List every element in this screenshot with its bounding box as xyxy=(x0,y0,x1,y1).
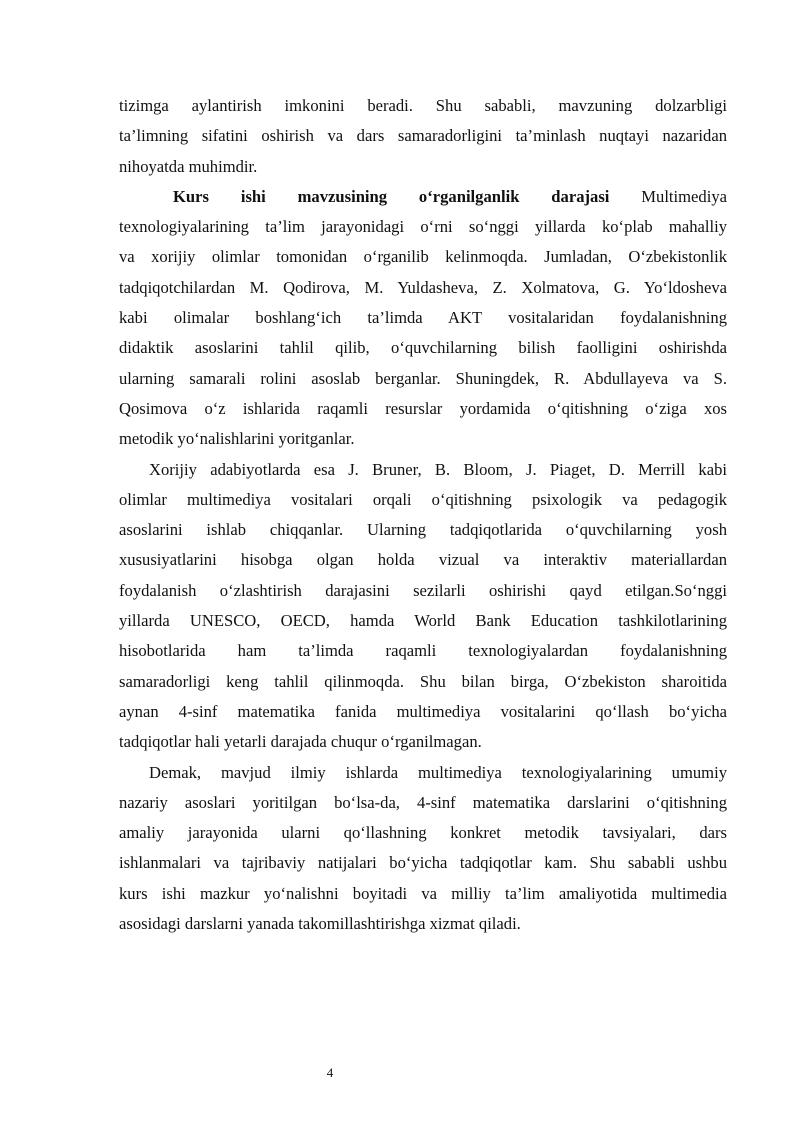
text-line: kurs ishi mazkur yo‘nalishni boyitadi va milliy ta’lim amaliyotida multimedia xyxy=(119,883,727,903)
text-line: olimlar multimediya vositalari orqali o‘qitishning psixologik va pedagogik xyxy=(119,489,727,509)
page-number: 4 xyxy=(326,1065,334,1080)
text-line: texnologiyalarining ta’lim jarayonidagi o‘rni so‘nggi yillarda ko‘plab mahalliy xyxy=(119,217,727,237)
paragraph-intro-continuation xyxy=(119,91,727,182)
text-line: metodik yo‘nalishlarini yoritganlar. xyxy=(119,429,355,449)
paragraph-study-level xyxy=(119,182,727,455)
text-line: ta’limning sifatini oshirish va dars samaradorligini ta’minlash nuqtayi nazaridan xyxy=(119,126,727,146)
text-line: tadqiqotchilardan M. Qodirova, M. Yuldasheva, Z. Xolmatova, G. Yo‘ldosheva xyxy=(119,277,727,297)
text-line: va xorijiy olimlar tomonidan o‘rganilib kelinmoqda. Jumladan, O‘zbekistonlik xyxy=(119,247,727,267)
text-line: Demak, mavjud ilmiy ishlarda multimediya texnologiyalarining umumiy xyxy=(149,762,727,782)
text-line: asoslarini ishlab chiqqanlar. Ularning tadqiqotlarida o‘quvchilarning yosh xyxy=(119,520,727,540)
text-line: hisobotlarida ham ta’limda raqamli texnologiyalardan foydalanishning xyxy=(119,641,727,661)
text-line: asosidagi darslarni yanada takomillashtirishga xizmat qiladi. xyxy=(119,914,521,934)
text-line: foydalanish o‘zlashtirish darajasini sezilarli oshirishi qayd etilgan.So‘nggi xyxy=(119,580,727,600)
text-line: ularning samarali rolini asoslab berganlar. Shuningdek, R. Abdullayeva va S. xyxy=(119,368,727,388)
text-line: didaktik asoslarini tahlil qilib, o‘quvchilarning bilish faolligini oshirishda xyxy=(119,338,727,358)
heading-line-rest: Multimediya xyxy=(641,186,727,206)
heading-line xyxy=(119,182,727,212)
section-heading: Kurs ishi mavzusining o‘rganilganlik darajasi xyxy=(173,186,610,206)
text-line: tizimga aylantirish imkonini beradi. Shu sababli, mavzuning dolzarbligi xyxy=(119,96,727,115)
text-line: amaliy jarayonida ularni qo‘llashning konkret metodik tavsiyalari, dars xyxy=(119,823,727,843)
text-line: Qosimova o‘z ishlarida raqamli resurslar yordamida o‘qitishning o‘ziga xos xyxy=(119,398,727,418)
paragraph-conclusion xyxy=(119,758,727,940)
text-line: kabi olimalar boshlang‘ich ta’limda AKT vositalaridan foydalanishning xyxy=(119,308,727,328)
text-line: yillarda UNESCO, OECD, hamda World Bank Education tashkilotlarining xyxy=(119,611,727,631)
paragraph-foreign-literature xyxy=(119,455,727,758)
document-page xyxy=(119,91,727,939)
text-line: nihoyatda muhimdir. xyxy=(119,156,258,176)
text-line: xususiyatlarini hisobga olgan holda vizual va interaktiv materiallardan xyxy=(119,550,727,570)
text-line: ishlanmalari va tajribaviy natijalari bo‘yicha tadqiqotlar kam. Shu sababli ushbu xyxy=(119,853,727,873)
text-line: nazariy asoslari yoritilgan bo‘lsa-da, 4-sinf matematika darslarini o‘qitishning xyxy=(119,792,727,812)
text-line: tadqiqotlar hali yetarli darajada chuqur o‘rganilmagan. xyxy=(119,732,482,752)
text-line: Xorijiy adabiyotlarda esa J. Bruner, B. Bloom, J. Piaget, D. Merrill kabi xyxy=(149,459,727,479)
text-line: aynan 4-sinf matematika fanida multimediya vositalarini qo‘llash bo‘yicha xyxy=(119,701,727,721)
text-line: samaradorligi keng tahlil qilinmoqda. Shu bilan birga, O‘zbekiston sharoitida xyxy=(119,671,727,691)
